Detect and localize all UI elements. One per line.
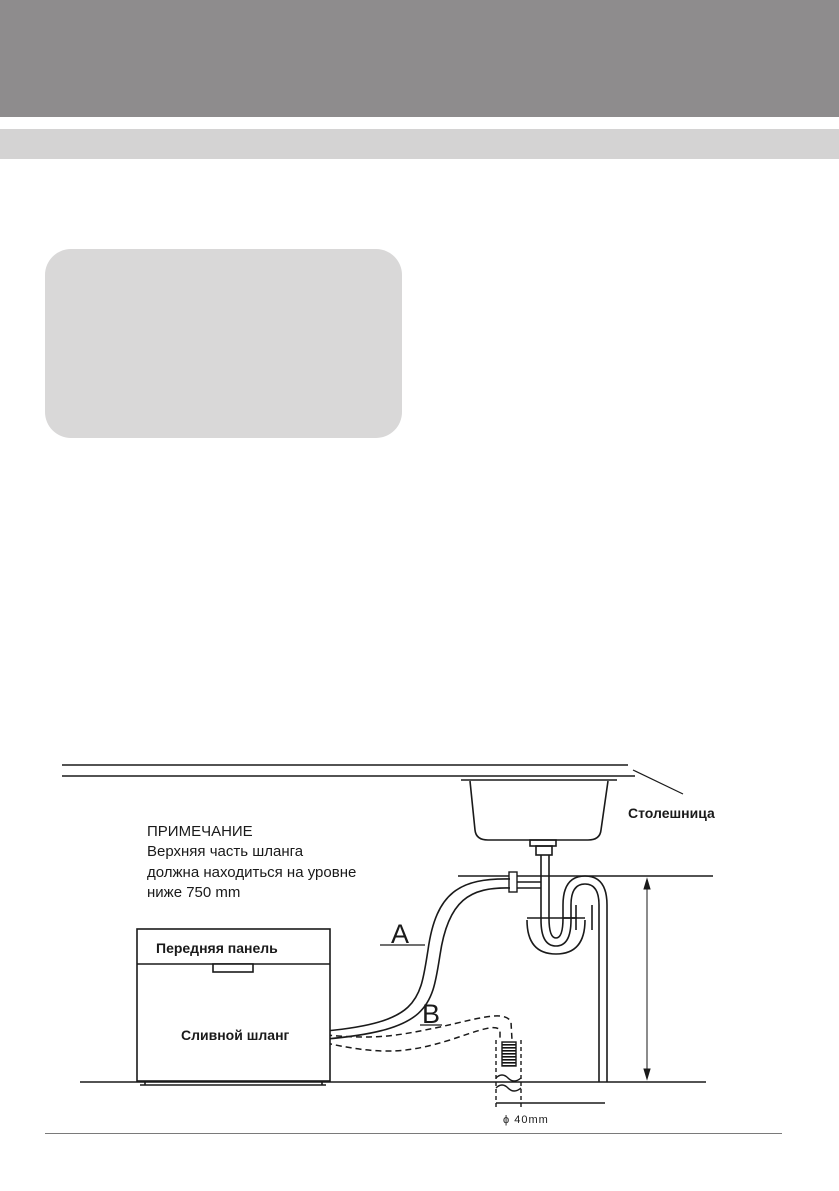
- note-line-2: должна находиться на уровне: [147, 864, 357, 881]
- hose-b-label: B: [422, 999, 441, 1029]
- front-panel-label: Передняя панель: [156, 940, 278, 956]
- footer-rule: [45, 1133, 782, 1134]
- siphon-trap: [527, 876, 607, 1082]
- note-line-3: ниже 750 mm: [147, 884, 241, 901]
- hose-b: [326, 1016, 512, 1051]
- section-stripe: [0, 129, 839, 159]
- height-dimension: [644, 879, 650, 1079]
- header-band: [0, 0, 839, 117]
- note-title: ПРИМЕЧАНИЕ: [147, 823, 253, 840]
- countertop-label: Столешница: [628, 805, 715, 821]
- countertop: [62, 765, 635, 776]
- sink: [461, 780, 617, 877]
- note-line-1: Верхняя часть шланга: [147, 843, 304, 860]
- hose-a: [326, 879, 510, 1039]
- note: [147, 823, 356, 901]
- hose-a-label: A: [391, 919, 410, 949]
- info-box: [45, 249, 402, 438]
- hose-connector: [509, 872, 541, 892]
- drain-installation-diagram: [0, 740, 839, 1140]
- pipe-diameter-label: ϕ 40mm: [503, 1114, 549, 1126]
- drain-hose-label: Сливной шланг: [181, 1027, 290, 1043]
- countertop-pointer: [633, 770, 683, 794]
- floor-drain-pipe: [496, 1040, 605, 1107]
